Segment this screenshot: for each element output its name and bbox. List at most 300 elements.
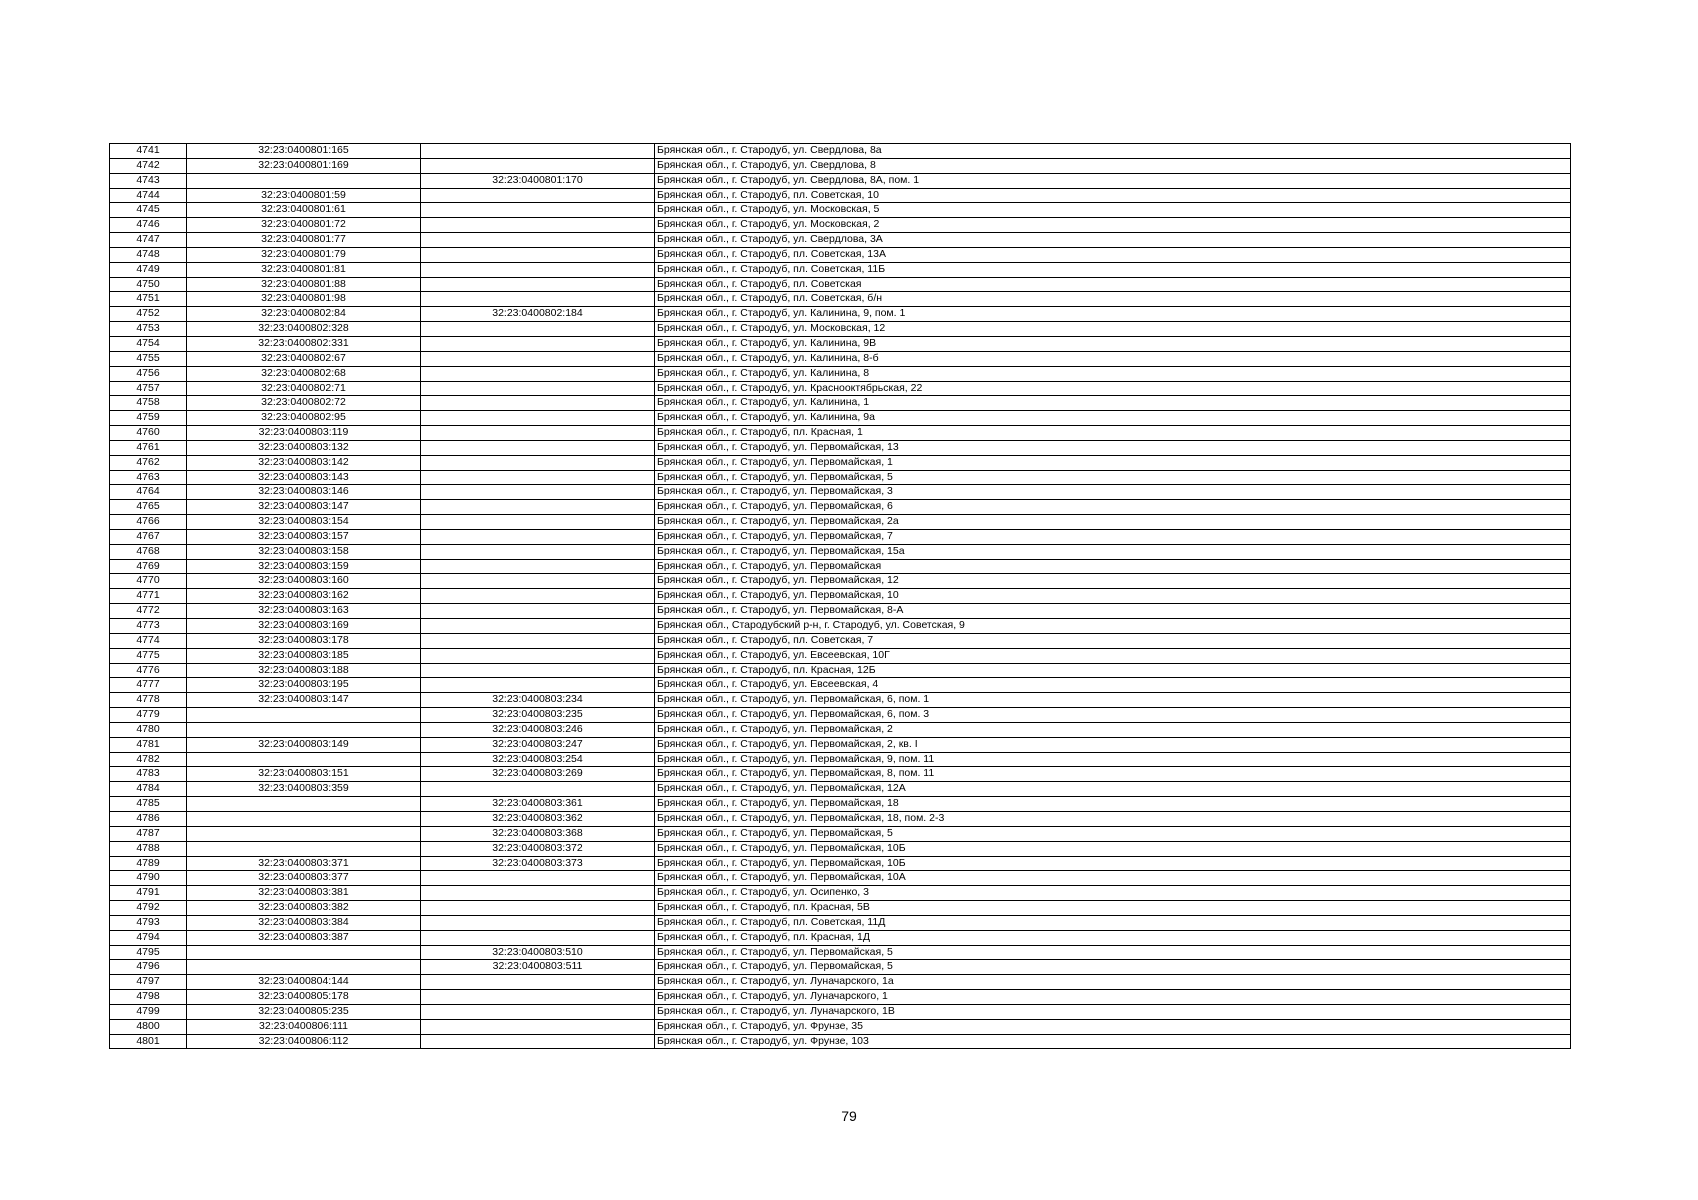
table-row bbox=[110, 426, 1571, 441]
object-cadastral-number-cell: 32:23:0400801:170 bbox=[421, 173, 655, 188]
table-row bbox=[110, 782, 1571, 797]
address-cell: Брянская обл., г. Стародуб, ул. Первомайская, 5 bbox=[655, 470, 1571, 485]
table-row bbox=[110, 500, 1571, 515]
object-cadastral-number-cell bbox=[421, 203, 655, 218]
cadastral-number-cell: 32:23:0400801:79 bbox=[187, 247, 421, 262]
object-cadastral-number-cell: 32:23:0400802:184 bbox=[421, 307, 655, 322]
cadastral-number-cell: 32:23:0400803:384 bbox=[187, 915, 421, 930]
table-row bbox=[110, 990, 1571, 1005]
row-number-cell: 4774 bbox=[110, 633, 187, 648]
row-number-cell: 4794 bbox=[110, 930, 187, 945]
table-row bbox=[110, 826, 1571, 841]
row-number-cell: 4785 bbox=[110, 797, 187, 812]
address-cell: Брянская обл., г. Стародуб, ул. Свердлова, 3А bbox=[655, 233, 1571, 248]
row-number-cell: 4754 bbox=[110, 336, 187, 351]
cadastral-number-cell: 32:23:0400803:151 bbox=[187, 767, 421, 782]
object-cadastral-number-cell bbox=[421, 559, 655, 574]
table-row bbox=[110, 173, 1571, 188]
object-cadastral-number-cell bbox=[421, 604, 655, 619]
address-cell: Брянская обл., г. Стародуб, ул. Московская, 12 bbox=[655, 322, 1571, 337]
cadastral-number-cell: 32:23:0400802:67 bbox=[187, 351, 421, 366]
table-row bbox=[110, 515, 1571, 530]
cadastral-number-cell: 32:23:0400802:71 bbox=[187, 381, 421, 396]
object-cadastral-number-cell bbox=[421, 529, 655, 544]
object-cadastral-number-cell bbox=[421, 871, 655, 886]
row-number-cell: 4766 bbox=[110, 515, 187, 530]
address-cell: Брянская обл., г. Стародуб, пл. Красная, 1 bbox=[655, 426, 1571, 441]
table-row bbox=[110, 470, 1571, 485]
address-cell: Брянская обл., г. Стародуб, ул. Первомайская, 1 bbox=[655, 455, 1571, 470]
object-cadastral-number-cell bbox=[421, 247, 655, 262]
table-row bbox=[110, 722, 1571, 737]
table-row bbox=[110, 218, 1571, 233]
table-row bbox=[110, 1034, 1571, 1049]
cadastral-number-cell: 32:23:0400803:143 bbox=[187, 470, 421, 485]
address-cell: Брянская обл., г. Стародуб, ул. Калинина, 8-б bbox=[655, 351, 1571, 366]
address-cell: Брянская обл., г. Стародуб, ул. Краснооктябрьская, 22 bbox=[655, 381, 1571, 396]
table-row bbox=[110, 975, 1571, 990]
table-row bbox=[110, 188, 1571, 203]
address-cell: Брянская обл., г. Стародуб, ул. Первомайская, 10А bbox=[655, 871, 1571, 886]
row-number-cell: 4800 bbox=[110, 1019, 187, 1034]
cadastral-number-cell: 32:23:0400803:132 bbox=[187, 440, 421, 455]
cadastral-number-cell: 32:23:0400803:154 bbox=[187, 515, 421, 530]
table-row bbox=[110, 158, 1571, 173]
row-number-cell: 4761 bbox=[110, 440, 187, 455]
row-number-cell: 4760 bbox=[110, 426, 187, 441]
address-cell: Брянская обл., г. Стародуб, ул. Первомайская, 10Б bbox=[655, 841, 1571, 856]
address-cell: Брянская обл., г. Стародуб, пл. Советская, 11Б bbox=[655, 262, 1571, 277]
row-number-cell: 4759 bbox=[110, 411, 187, 426]
address-cell: Брянская обл., г. Стародуб, ул. Первомайская, 15а bbox=[655, 544, 1571, 559]
object-cadastral-number-cell bbox=[421, 589, 655, 604]
page-number: 79 bbox=[841, 1108, 857, 1124]
cadastral-number-cell: 32:23:0400801:72 bbox=[187, 218, 421, 233]
object-cadastral-number-cell bbox=[421, 144, 655, 159]
address-cell: Брянская обл., г. Стародуб, пл. Советская, б/н bbox=[655, 292, 1571, 307]
row-number-cell: 4770 bbox=[110, 574, 187, 589]
cadastral-number-cell bbox=[187, 945, 421, 960]
object-cadastral-number-cell bbox=[421, 619, 655, 634]
table-row bbox=[110, 752, 1571, 767]
row-number-cell: 4749 bbox=[110, 262, 187, 277]
row-number-cell: 4791 bbox=[110, 886, 187, 901]
table-row bbox=[110, 544, 1571, 559]
address-cell: Брянская обл., г. Стародуб, пл. Советская, 13А bbox=[655, 247, 1571, 262]
cadastral-number-cell: 32:23:0400803:178 bbox=[187, 633, 421, 648]
address-cell: Брянская обл., г. Стародуб, пл. Советская, 10 bbox=[655, 188, 1571, 203]
table-row bbox=[110, 811, 1571, 826]
row-number-cell: 4742 bbox=[110, 158, 187, 173]
object-cadastral-number-cell bbox=[421, 322, 655, 337]
object-cadastral-number-cell bbox=[421, 500, 655, 515]
table-row bbox=[110, 262, 1571, 277]
row-number-cell: 4772 bbox=[110, 604, 187, 619]
cadastral-number-cell: 32:23:0400801:169 bbox=[187, 158, 421, 173]
object-cadastral-number-cell bbox=[421, 188, 655, 203]
table-row bbox=[110, 663, 1571, 678]
cadastral-number-cell: 32:23:0400803:185 bbox=[187, 648, 421, 663]
cadastral-number-cell: 32:23:0400803:381 bbox=[187, 886, 421, 901]
row-number-cell: 4782 bbox=[110, 752, 187, 767]
cadastral-number-cell bbox=[187, 960, 421, 975]
row-number-cell: 4777 bbox=[110, 678, 187, 693]
row-number-cell: 4779 bbox=[110, 708, 187, 723]
row-number-cell: 4775 bbox=[110, 648, 187, 663]
table-row bbox=[110, 737, 1571, 752]
cadastral-number-cell: 32:23:0400803:160 bbox=[187, 574, 421, 589]
table-row bbox=[110, 144, 1571, 159]
cadastral-number-cell: 32:23:0400801:61 bbox=[187, 203, 421, 218]
cadastral-number-cell: 32:23:0400801:77 bbox=[187, 233, 421, 248]
address-cell: Брянская обл., г. Стародуб, ул. Свердлова, 8 bbox=[655, 158, 1571, 173]
address-cell: Брянская обл., г. Стародуб, ул. Первомайская, 12 bbox=[655, 574, 1571, 589]
table-row bbox=[110, 901, 1571, 916]
table-row bbox=[110, 767, 1571, 782]
address-cell: Брянская обл., г. Стародуб, ул. Московская, 5 bbox=[655, 203, 1571, 218]
object-cadastral-number-cell bbox=[421, 886, 655, 901]
row-number-cell: 4751 bbox=[110, 292, 187, 307]
object-cadastral-number-cell bbox=[421, 990, 655, 1005]
table-row bbox=[110, 708, 1571, 723]
address-cell: Брянская обл., г. Стародуб, ул. Первомайская, 18 bbox=[655, 797, 1571, 812]
table-row bbox=[110, 797, 1571, 812]
cadastral-number-cell: 32:23:0400803:371 bbox=[187, 856, 421, 871]
address-cell: Брянская обл., г. Стародуб, ул. Первомайская, 2а bbox=[655, 515, 1571, 530]
row-number-cell: 4755 bbox=[110, 351, 187, 366]
object-cadastral-number-cell bbox=[421, 455, 655, 470]
table-row bbox=[110, 233, 1571, 248]
cadastral-number-cell: 32:23:0400802:84 bbox=[187, 307, 421, 322]
cadastral-number-cell: 32:23:0400803:163 bbox=[187, 604, 421, 619]
row-number-cell: 4757 bbox=[110, 381, 187, 396]
object-cadastral-number-cell bbox=[421, 901, 655, 916]
table-row bbox=[110, 841, 1571, 856]
row-number-cell: 4750 bbox=[110, 277, 187, 292]
cadastral-number-cell: 32:23:0400802:95 bbox=[187, 411, 421, 426]
table-row bbox=[110, 693, 1571, 708]
object-cadastral-number-cell bbox=[421, 396, 655, 411]
cadastral-number-cell: 32:23:0400803:382 bbox=[187, 901, 421, 916]
object-cadastral-number-cell bbox=[421, 277, 655, 292]
row-number-cell: 4767 bbox=[110, 529, 187, 544]
object-cadastral-number-cell bbox=[421, 930, 655, 945]
address-cell: Брянская обл., г. Стародуб, ул. Первомайская, 3 bbox=[655, 485, 1571, 500]
table-row bbox=[110, 396, 1571, 411]
cadastral-number-cell: 32:23:0400803:158 bbox=[187, 544, 421, 559]
object-cadastral-number-cell bbox=[421, 975, 655, 990]
object-cadastral-number-cell bbox=[421, 218, 655, 233]
address-cell: Брянская обл., г. Стародуб, ул. Луначарского, 1В bbox=[655, 1004, 1571, 1019]
object-cadastral-number-cell bbox=[421, 633, 655, 648]
row-number-cell: 4797 bbox=[110, 975, 187, 990]
table-row bbox=[110, 856, 1571, 871]
object-cadastral-number-cell: 32:23:0400803:368 bbox=[421, 826, 655, 841]
row-number-cell: 4787 bbox=[110, 826, 187, 841]
row-number-cell: 4747 bbox=[110, 233, 187, 248]
table-row bbox=[110, 292, 1571, 307]
address-cell: Брянская обл., г. Стародуб, ул. Первомайская, 7 bbox=[655, 529, 1571, 544]
cadastral-number-cell: 32:23:0400803:159 bbox=[187, 559, 421, 574]
object-cadastral-number-cell bbox=[421, 1034, 655, 1049]
cadastral-number-cell: 32:23:0400803:147 bbox=[187, 693, 421, 708]
cadastral-number-cell bbox=[187, 173, 421, 188]
object-cadastral-number-cell bbox=[421, 292, 655, 307]
address-cell: Брянская обл., г. Стародуб, ул. Первомайская, 18, пом. 2-3 bbox=[655, 811, 1571, 826]
object-cadastral-number-cell: 32:23:0400803:361 bbox=[421, 797, 655, 812]
address-cell: Брянская обл., Стародубский р-н, г. Стародуб, ул. Советская, 9 bbox=[655, 619, 1571, 634]
table-row bbox=[110, 366, 1571, 381]
address-cell: Брянская обл., г. Стародуб, ул. Первомайская, 6, пом. 3 bbox=[655, 708, 1571, 723]
address-cell: Брянская обл., г. Стародуб, ул. Свердлова, 8а bbox=[655, 144, 1571, 159]
row-number-cell: 4743 bbox=[110, 173, 187, 188]
cadastral-number-cell: 32:23:0400803:142 bbox=[187, 455, 421, 470]
address-cell: Брянская обл., г. Стародуб, ул. Первомайская bbox=[655, 559, 1571, 574]
object-cadastral-number-cell bbox=[421, 663, 655, 678]
table-row bbox=[110, 871, 1571, 886]
address-cell: Брянская обл., г. Стародуб, ул. Первомайская, 5 bbox=[655, 960, 1571, 975]
cadastral-number-cell: 32:23:0400803:169 bbox=[187, 619, 421, 634]
object-cadastral-number-cell bbox=[421, 678, 655, 693]
address-cell: Брянская обл., г. Стародуб, ул. Первомайская, 8-А bbox=[655, 604, 1571, 619]
table-row bbox=[110, 247, 1571, 262]
object-cadastral-number-cell bbox=[421, 351, 655, 366]
row-number-cell: 4773 bbox=[110, 619, 187, 634]
row-number-cell: 4788 bbox=[110, 841, 187, 856]
row-number-cell: 4798 bbox=[110, 990, 187, 1005]
cadastral-number-cell: 32:23:0400803:162 bbox=[187, 589, 421, 604]
row-number-cell: 4768 bbox=[110, 544, 187, 559]
cadastral-number-cell: 32:23:0400804:144 bbox=[187, 975, 421, 990]
object-cadastral-number-cell: 32:23:0400803:246 bbox=[421, 722, 655, 737]
address-cell: Брянская обл., г. Стародуб, ул. Евсеевская, 4 bbox=[655, 678, 1571, 693]
address-cell: Брянская обл., г. Стародуб, ул. Первомайская, 10Б bbox=[655, 856, 1571, 871]
row-number-cell: 4762 bbox=[110, 455, 187, 470]
row-number-cell: 4778 bbox=[110, 693, 187, 708]
table-row bbox=[110, 559, 1571, 574]
object-cadastral-number-cell: 32:23:0400803:234 bbox=[421, 693, 655, 708]
address-cell: Брянская обл., г. Стародуб, ул. Калинина, 9В bbox=[655, 336, 1571, 351]
registry-table-body bbox=[110, 144, 1571, 1049]
address-cell: Брянская обл., г. Стародуб, ул. Луначарского, 1а bbox=[655, 975, 1571, 990]
row-number-cell: 4746 bbox=[110, 218, 187, 233]
registry-table-container bbox=[109, 143, 1570, 1049]
row-number-cell: 4780 bbox=[110, 722, 187, 737]
address-cell: Брянская обл., г. Стародуб, ул. Московская, 2 bbox=[655, 218, 1571, 233]
object-cadastral-number-cell bbox=[421, 440, 655, 455]
table-row bbox=[110, 604, 1571, 619]
object-cadastral-number-cell: 32:23:0400803:511 bbox=[421, 960, 655, 975]
address-cell: Брянская обл., г. Стародуб, пл. Советская, 7 bbox=[655, 633, 1571, 648]
address-cell: Брянская обл., г. Стародуб, ул. Калинина, 9, пом. 1 bbox=[655, 307, 1571, 322]
object-cadastral-number-cell: 32:23:0400803:235 bbox=[421, 708, 655, 723]
address-cell: Брянская обл., г. Стародуб, ул. Первомайская, 9, пом. 11 bbox=[655, 752, 1571, 767]
row-number-cell: 4799 bbox=[110, 1004, 187, 1019]
address-cell: Брянская обл., г. Стародуб, ул. Первомайская, 8, пом. 11 bbox=[655, 767, 1571, 782]
table-row bbox=[110, 455, 1571, 470]
registry-table bbox=[109, 143, 1571, 1049]
address-cell: Брянская обл., г. Стародуб, ул. Калинина, 8 bbox=[655, 366, 1571, 381]
address-cell: Брянская обл., г. Стародуб, ул. Первомайская, 2 bbox=[655, 722, 1571, 737]
table-row bbox=[110, 589, 1571, 604]
table-row bbox=[110, 351, 1571, 366]
object-cadastral-number-cell: 32:23:0400803:269 bbox=[421, 767, 655, 782]
row-number-cell: 4756 bbox=[110, 366, 187, 381]
object-cadastral-number-cell bbox=[421, 574, 655, 589]
object-cadastral-number-cell bbox=[421, 648, 655, 663]
object-cadastral-number-cell bbox=[421, 1004, 655, 1019]
table-row bbox=[110, 574, 1571, 589]
cadastral-number-cell: 32:23:0400803:147 bbox=[187, 500, 421, 515]
cadastral-number-cell: 32:23:0400803:377 bbox=[187, 871, 421, 886]
row-number-cell: 4753 bbox=[110, 322, 187, 337]
object-cadastral-number-cell bbox=[421, 782, 655, 797]
address-cell: Брянская обл., г. Стародуб, ул. Первомайская, 2, кв. I bbox=[655, 737, 1571, 752]
row-number-cell: 4769 bbox=[110, 559, 187, 574]
row-number-cell: 4744 bbox=[110, 188, 187, 203]
address-cell: Брянская обл., г. Стародуб, ул. Первомайская, 5 bbox=[655, 945, 1571, 960]
table-row bbox=[110, 960, 1571, 975]
cadastral-number-cell: 32:23:0400803:146 bbox=[187, 485, 421, 500]
address-cell: Брянская обл., г. Стародуб, пл. Красная, 5В bbox=[655, 901, 1571, 916]
cadastral-number-cell: 32:23:0400803:188 bbox=[187, 663, 421, 678]
row-number-cell: 4793 bbox=[110, 915, 187, 930]
cadastral-number-cell bbox=[187, 752, 421, 767]
address-cell: Брянская обл., г. Стародуб, ул. Осипенко, 3 bbox=[655, 886, 1571, 901]
row-number-cell: 4801 bbox=[110, 1034, 187, 1049]
table-row bbox=[110, 678, 1571, 693]
cadastral-number-cell: 32:23:0400801:59 bbox=[187, 188, 421, 203]
row-number-cell: 4745 bbox=[110, 203, 187, 218]
address-cell: Брянская обл., г. Стародуб, пл. Красная, 12Б bbox=[655, 663, 1571, 678]
cadastral-number-cell bbox=[187, 826, 421, 841]
row-number-cell: 4781 bbox=[110, 737, 187, 752]
cadastral-number-cell: 32:23:0400806:111 bbox=[187, 1019, 421, 1034]
object-cadastral-number-cell: 32:23:0400803:373 bbox=[421, 856, 655, 871]
object-cadastral-number-cell: 32:23:0400803:362 bbox=[421, 811, 655, 826]
cadastral-number-cell: 32:23:0400803:195 bbox=[187, 678, 421, 693]
cadastral-number-cell: 32:23:0400802:331 bbox=[187, 336, 421, 351]
cadastral-number-cell: 32:23:0400805:178 bbox=[187, 990, 421, 1005]
cadastral-number-cell bbox=[187, 841, 421, 856]
address-cell: Брянская обл., г. Стародуб, ул. Евсеевская, 10Г bbox=[655, 648, 1571, 663]
object-cadastral-number-cell bbox=[421, 366, 655, 381]
row-number-cell: 4758 bbox=[110, 396, 187, 411]
table-row bbox=[110, 619, 1571, 634]
address-cell: Брянская обл., г. Стародуб, ул. Первомайская, 12А bbox=[655, 782, 1571, 797]
table-row bbox=[110, 1004, 1571, 1019]
row-number-cell: 4784 bbox=[110, 782, 187, 797]
object-cadastral-number-cell: 32:23:0400803:254 bbox=[421, 752, 655, 767]
row-number-cell: 4783 bbox=[110, 767, 187, 782]
object-cadastral-number-cell bbox=[421, 485, 655, 500]
table-row bbox=[110, 440, 1571, 455]
cadastral-number-cell: 32:23:0400803:119 bbox=[187, 426, 421, 441]
cadastral-number-cell: 32:23:0400803:359 bbox=[187, 782, 421, 797]
cadastral-number-cell: 32:23:0400801:98 bbox=[187, 292, 421, 307]
object-cadastral-number-cell bbox=[421, 336, 655, 351]
address-cell: Брянская обл., г. Стародуб, ул. Фрунзе, 35 bbox=[655, 1019, 1571, 1034]
table-row bbox=[110, 648, 1571, 663]
row-number-cell: 4764 bbox=[110, 485, 187, 500]
object-cadastral-number-cell bbox=[421, 262, 655, 277]
object-cadastral-number-cell: 32:23:0400803:372 bbox=[421, 841, 655, 856]
object-cadastral-number-cell bbox=[421, 426, 655, 441]
table-row bbox=[110, 945, 1571, 960]
row-number-cell: 4741 bbox=[110, 144, 187, 159]
cadastral-number-cell: 32:23:0400805:235 bbox=[187, 1004, 421, 1019]
address-cell: Брянская обл., г. Стародуб, ул. Калинина, 9а bbox=[655, 411, 1571, 426]
table-row bbox=[110, 322, 1571, 337]
table-row bbox=[110, 203, 1571, 218]
object-cadastral-number-cell bbox=[421, 470, 655, 485]
address-cell: Брянская обл., г. Стародуб, ул. Первомайская, 10 bbox=[655, 589, 1571, 604]
row-number-cell: 4792 bbox=[110, 901, 187, 916]
address-cell: Брянская обл., г. Стародуб, пл. Советская, 11Д bbox=[655, 915, 1571, 930]
table-row bbox=[110, 930, 1571, 945]
object-cadastral-number-cell bbox=[421, 233, 655, 248]
cadastral-number-cell: 32:23:0400806:112 bbox=[187, 1034, 421, 1049]
row-number-cell: 4796 bbox=[110, 960, 187, 975]
object-cadastral-number-cell: 32:23:0400803:510 bbox=[421, 945, 655, 960]
object-cadastral-number-cell bbox=[421, 381, 655, 396]
object-cadastral-number-cell bbox=[421, 158, 655, 173]
cadastral-number-cell: 32:23:0400803:149 bbox=[187, 737, 421, 752]
object-cadastral-number-cell bbox=[421, 515, 655, 530]
row-number-cell: 4789 bbox=[110, 856, 187, 871]
row-number-cell: 4771 bbox=[110, 589, 187, 604]
table-row bbox=[110, 381, 1571, 396]
address-cell: Брянская обл., г. Стародуб, ул. Луначарского, 1 bbox=[655, 990, 1571, 1005]
table-row bbox=[110, 307, 1571, 322]
cadastral-number-cell: 32:23:0400802:72 bbox=[187, 396, 421, 411]
address-cell: Брянская обл., г. Стародуб, ул. Первомайская, 6 bbox=[655, 500, 1571, 515]
cadastral-number-cell bbox=[187, 811, 421, 826]
cadastral-number-cell bbox=[187, 797, 421, 812]
cadastral-number-cell: 32:23:0400803:157 bbox=[187, 529, 421, 544]
address-cell: Брянская обл., г. Стародуб, ул. Калинина, 1 bbox=[655, 396, 1571, 411]
object-cadastral-number-cell bbox=[421, 915, 655, 930]
cadastral-number-cell bbox=[187, 708, 421, 723]
address-cell: Брянская обл., г. Стародуб, пл. Советская bbox=[655, 277, 1571, 292]
cadastral-number-cell: 32:23:0400801:165 bbox=[187, 144, 421, 159]
row-number-cell: 4763 bbox=[110, 470, 187, 485]
object-cadastral-number-cell: 32:23:0400803:247 bbox=[421, 737, 655, 752]
table-row bbox=[110, 277, 1571, 292]
table-row bbox=[110, 915, 1571, 930]
cadastral-number-cell: 32:23:0400803:387 bbox=[187, 930, 421, 945]
cadastral-number-cell: 32:23:0400801:88 bbox=[187, 277, 421, 292]
address-cell: Брянская обл., г. Стародуб, ул. Свердлова, 8А, пом. 1 bbox=[655, 173, 1571, 188]
row-number-cell: 4790 bbox=[110, 871, 187, 886]
cadastral-number-cell: 32:23:0400801:81 bbox=[187, 262, 421, 277]
address-cell: Брянская обл., г. Стародуб, ул. Фрунзе, 103 bbox=[655, 1034, 1571, 1049]
table-row bbox=[110, 485, 1571, 500]
address-cell: Брянская обл., г. Стародуб, пл. Красная, 1Д bbox=[655, 930, 1571, 945]
cadastral-number-cell: 32:23:0400802:68 bbox=[187, 366, 421, 381]
cadastral-number-cell bbox=[187, 722, 421, 737]
object-cadastral-number-cell bbox=[421, 544, 655, 559]
object-cadastral-number-cell bbox=[421, 1019, 655, 1034]
row-number-cell: 4795 bbox=[110, 945, 187, 960]
table-row bbox=[110, 529, 1571, 544]
row-number-cell: 4748 bbox=[110, 247, 187, 262]
object-cadastral-number-cell bbox=[421, 411, 655, 426]
row-number-cell: 4776 bbox=[110, 663, 187, 678]
table-row bbox=[110, 886, 1571, 901]
address-cell: Брянская обл., г. Стародуб, ул. Первомайская, 13 bbox=[655, 440, 1571, 455]
cadastral-number-cell: 32:23:0400802:328 bbox=[187, 322, 421, 337]
